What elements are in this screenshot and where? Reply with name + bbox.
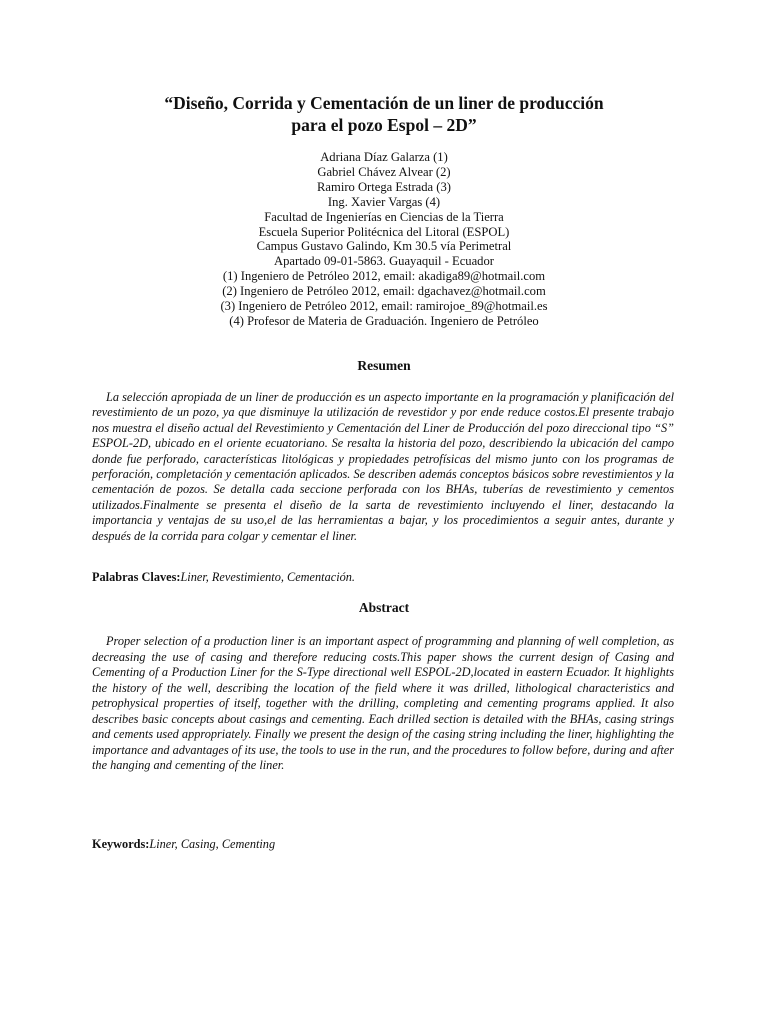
title-line-1: “Diseño, Corrida y Cementación de un liner de producción [164, 93, 604, 113]
author-note-line: (1) Ingeniero de Petróleo 2012, email: akadiga89@hotmail.com [222, 269, 546, 284]
author-note-line: (2) Ingeniero de Petróleo 2012, email: dgachavez@hotmail.com [222, 284, 546, 299]
author-note-line: (3) Ingeniero de Petróleo 2012, email: ramirojoe_89@hotmail.es [220, 299, 548, 314]
resumen-body: La selección apropiada de un liner de producción es un aspecto importante en la programación y planificación del revestimiento de un pozo, ya que disminuye la utilización de revestidor y por ende reduce costos.El presente trabajo nos muestra el diseño actual del Revestimiento y Cementación del Liner de Producción del pozo direccional tipo “S” ESPOL-2D, ubicado en el oriente ecuatoriano. Se resalta la historia del pozo, describiendo la ubicación del campo donde fue perforado, características litológicas y propiedades petrofísicas del mismo junto con los programas de perforación, completación y cementación aplicados. Se describen además conceptos básicos sobre revestimientos y la cementación de pozos. Se detalla cada seccione perforada con los BHAs, tuberías de revestimiento y cementos utilizados.Finalmente se presenta el diseño de la sarta de revestimiento incluyendo el liner, destacando la importancia y ventajas de su uso,el de las herramientas a bajar, y los procedimientos a seguir antes, durante y después de la corrida para colgar y cementar el liner. [92, 390, 674, 543]
author-line: Ramiro Ortega Estrada (3) [317, 179, 451, 194]
palabras-claves-label: Palabras Claves: [92, 570, 181, 584]
keywords [92, 837, 674, 852]
affiliation-line: Escuela Superior Politécnica del Litoral (ESPOL) [258, 224, 510, 239]
affiliation-line: Campus Gustavo Galindo, Km 30.5 vía Perimetral [256, 239, 512, 254]
keywords-values: Liner, Casing, Cementing [149, 837, 276, 851]
keywords-label: Keywords: [92, 837, 150, 851]
resumen-heading: Resumen [357, 358, 411, 373]
author-line: Adriana Díaz Galarza (1) [320, 150, 448, 164]
author-affiliations [0, 150, 768, 329]
author-note-line: (4) Profesor de Materia de Graduación. Ingeniero de Petróleo [229, 313, 539, 328]
title-line-2: para el pozo Espol – 2D” [291, 115, 477, 135]
affiliation-line: Apartado 09-01-5863. Guayaquil - Ecuador [274, 254, 494, 269]
palabras-claves-values: Liner, Revestimiento, Cementación. [180, 570, 355, 584]
author-line: Gabriel Chávez Alvear (2) [317, 164, 451, 179]
paper-title [0, 92, 768, 136]
author-line: Ing. Xavier Vargas (4) [327, 194, 441, 209]
abstract-heading: Abstract [358, 600, 410, 615]
palabras-claves [92, 570, 674, 585]
abstract-body: Proper selection of a production liner is an important aspect of programming and planning of well completion, as decreasing the use of casing and therefore reducing costs.This paper shows the current design of Casing and Cementing of a Production Liner for the S-Type directional well ESPOL-2D,located in eastern Ecuador. It highlights the history of the well, describing the location of the field where it was drilled, lithological characteristics and petrophysical properties of itself, together with the drilling, completing and cementing programs applied. It also describes basic concepts about casings and cementing. Each drilled section is detailed with the BHAs, casing strings and cements used appropriately. Finally we present the design of the casing string including the liner, highlighting the importance and advantages of its use, the tools to use in the run, and the procedures to follow before, during and after the hanging and cementing of the liner. [92, 634, 675, 772]
affiliation-line: Facultad de Ingenierías en Ciencias de la Tierra [264, 209, 504, 224]
